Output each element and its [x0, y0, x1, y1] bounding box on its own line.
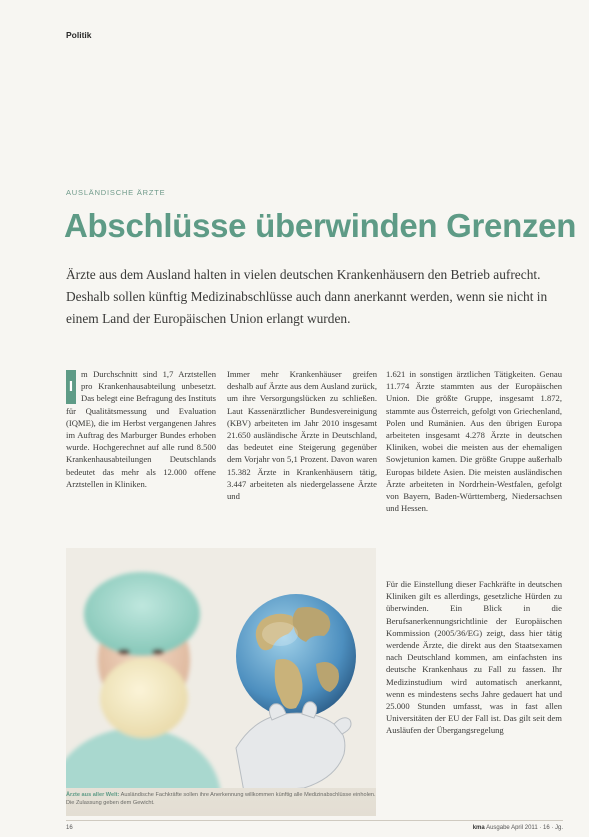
- body-column-3-continued: [386, 578, 562, 737]
- photo-caption: [66, 791, 376, 807]
- drop-cap: I: [66, 370, 76, 404]
- body-text-1: m Durchschnitt sind 1,7 Arztstellen pro Krankenhausabteilung unbesetzt. Das belegt eine Befragung des Instituts für Qualitätsmessung und Evaluation (IQME), die im Herbst vergangenen Jahres im Auftrag des Marburger Bundes erhoben wurde. Hochgerechnet auf alle rund 8.500 Krankenhausabteilungen Deutschlands bedeutet das mehr als 12.000 offene Arztstellen in Kliniken.: [66, 369, 216, 489]
- body-text-3: 1.621 in sonstigen ärztlichen Tätigkeiten. Genau 11.774 Ärzte stammten aus der Europäischen Union. Die größte Gruppe, insgesamt 1.872, stammte aus Österreich, gefolgt von Griechenland, Polen und Rumänien. Aus den übrigen Europa arbeiteten insgesamt 4.278 Ärzte in deutschen Kliniken, wobei die meisten aus der ehemaligen Sowjetunion kamen. Die größte Gruppe außerhalb Europas bildete Asien. Die meisten ausländischen Ärzte arbeiteten in Nordrhein-Westfalen, gefolgt von Bayern, Baden-Württemberg, Niedersachsen und Hessen.: [386, 369, 562, 514]
- page-number: 16: [66, 825, 73, 831]
- surgeon-globe-illustration: [66, 548, 376, 788]
- globe-icon: [236, 594, 356, 718]
- article-headline: Abschlüsse überwinden Grenzen: [64, 207, 577, 244]
- body-column-3: [386, 368, 562, 514]
- article-kicker: AUSLÄNDISCHE ÄRZTE: [66, 188, 166, 197]
- body-text-3b: Für die Einstellung dieser Fachkräfte in deutschen Kliniken gilt es allerdings, gesetzliche Hürden zu überwinden. Ein Blick in die Berufsanerkennungsrichtlinie der Europäischen Kommission (2005/36/EG) zeigt, dass hier tätig werdende Ärzte, die direkt aus den Staatsexamen nach Deutschland kommen, am einfachsten ins deutsche Krankenhaus zu Fall zu fassen. Ihr Medizinstudium wird automatisch anerkannt, wenn es mindestens sechs Jahre gedauert hat und 25.000 Stunden umfasst, was in fast allen Universitäten der EU der Fall ist. Das gilt seit dem Ausläufen der Übergangsregelung: [386, 579, 562, 736]
- section-label: Politik: [66, 30, 92, 40]
- body-column-1: [66, 368, 216, 490]
- footer-divider: [66, 820, 563, 821]
- magazine-name: kma: [472, 825, 485, 831]
- article-lead: Ärzte aus dem Ausland halten in vielen deutschen Krankenhäusern den Betrieb aufrecht. Deshalb sollen künftig Medizinabschlüsse auch dann anerkannt werden, wenn sie nicht in einem Land der Europäischen Union erlangt wurden.: [66, 267, 548, 326]
- issue-info: Ausgabe April 2011 · 16 · Jg.: [486, 825, 563, 831]
- body-column-2: [227, 368, 377, 502]
- article-photo: [66, 548, 376, 816]
- caption-text: Ausländische Fachkräfte sollen ihre Anerkennung willkommen künftig alle Medizinabschlüsse einholen. Die Zulassung geben dem Gewicht.: [66, 792, 376, 806]
- magazine-footer: [473, 825, 563, 831]
- caption-lead: Ärzte aus aller Welt:: [66, 792, 120, 798]
- body-text-2: Immer mehr Krankenhäuser greifen deshalb auf Ärzte aus dem Ausland zurück, um ihre Versorgungslücken zu schließen. Laut Kassenärztlicher Bundesvereinigung (KBV) arbeiteten im Jahr 2010 insgesamt 21.650 ausländische Ärzte in Deutschland, das bedeutet eine Steigerung gegenüber dem Vorjahr von 5,1 Prozent. Davon waren 15.382 Ärzte in Krankenhäusern tätig, 3.447 arbeiteten als niedergelassene Ärzte und: [227, 369, 377, 502]
